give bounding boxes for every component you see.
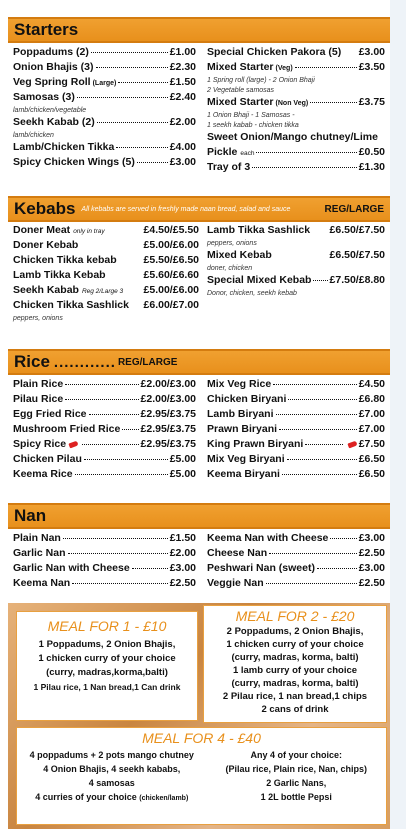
menu-item: Cheese Nan £2.50: [207, 547, 385, 559]
starters-header: [8, 17, 390, 43]
menu-item: Mixed Kebab £6.50/£7.50: [207, 249, 385, 261]
rice-right-column: [207, 378, 385, 483]
menu-item: Plain Rice £2.00/£3.00: [13, 378, 196, 390]
menu-item: Keema Rice £5.00: [13, 468, 196, 480]
item-note: Donor, chicken, seekh kebab: [207, 290, 297, 297]
meal-for-2-title: MEAL FOR 2 - £20: [235, 608, 355, 624]
item-note: 1 Spring roll (large) - 2 Onion Bhaji: [207, 77, 315, 84]
kebabs-header: [8, 196, 390, 222]
menu-item: Samosas (3) £2.40: [13, 91, 196, 103]
meal-for-1-title: MEAL FOR 1 - £10: [47, 618, 167, 634]
kebabs-reg-large: REG/LARGE: [324, 203, 384, 215]
menu-item: Special Mixed Kebab £7.50/£8.80: [207, 274, 385, 286]
menu-item-line: Sweet Onion/Mango chutney/Lime: [207, 131, 378, 143]
menu-item: Garlic Nan with Cheese £3.00: [13, 562, 196, 574]
chili-icon: [347, 441, 357, 449]
menu-item: Mushroom Fried Rice £2.95/£3.75: [13, 423, 196, 435]
menu-item: Seekh Kabab (2) £2.00: [13, 116, 196, 128]
menu-item: Mixed Starter (Non Veg) £3.75: [207, 96, 385, 108]
rice-left-column: [13, 378, 196, 483]
menu-item: Prawn Biryani £7.00: [207, 423, 385, 435]
kebabs-title: Kebabs: [14, 199, 76, 218]
page-edge: [390, 0, 406, 829]
menu-item: Garlic Nan £2.00: [13, 547, 196, 559]
rice-title: Rice: [14, 352, 50, 371]
kebabs-left-column: [13, 224, 199, 324]
nan-left-column: [13, 532, 196, 592]
rice-header: Rice ............ REG/LARGE: [8, 349, 390, 375]
meal-for-4-right: Any 4 of your choice: (Pilau rice, Plain rice, Nan, chips) 2 Garlic Nans, 1 2L bottle Pepsi: [225, 750, 368, 802]
menu-item: Veg Spring Roll (Large) £1.50: [13, 76, 196, 88]
menu-item: Mix Veg Biryani £6.50: [207, 453, 385, 465]
menu-item: Mix Veg Rice £4.50: [207, 378, 385, 390]
menu-item: Chicken Biryani £6.80: [207, 393, 385, 405]
menu-item: Lamb Biryani £7.00: [207, 408, 385, 420]
menu-item: Keema Biryani £6.50: [207, 468, 385, 480]
menu-item: Lamb Tikka Sashlick £6.50/£7.50: [207, 224, 385, 236]
chili-icon: [69, 441, 79, 449]
item-note: lamb/chicken/vegetable: [13, 107, 87, 114]
menu-item: Tray of 3 £1.30: [207, 161, 385, 173]
meal-for-4-box: [16, 727, 387, 825]
menu-item: Chicken Tikka kebab £5.50/£6.50: [13, 254, 199, 266]
item-note: 1 Onion Bhaji - 1 Samosas -: [207, 112, 295, 119]
item-note: 2 Vegetable samosas: [207, 87, 275, 94]
menu-item: Chicken Tikka Sashlick £6.00/£7.00: [13, 299, 199, 311]
menu-item: Lamb/Chicken Tikka £4.00: [13, 141, 196, 153]
item-note: lamb/chicken: [13, 132, 54, 139]
meal-deals-section: [8, 603, 390, 829]
item-note: 1 seekh kabab - chicken tikka: [207, 122, 299, 129]
menu-item: Veggie Nan £2.50: [207, 577, 385, 589]
meal-for-4-left: 4 poppadums + 2 pots mango chutney 4 Onion Bhajis, 4 seekh kababs, 4 samosas 4 curries of your choice (chicken/lamb): [29, 750, 194, 802]
rice-reg-large: REG/LARGE: [117, 356, 178, 368]
menu-item: Doner Meat only in tray £4.50/£5.50: [13, 224, 199, 236]
menu-page: [8, 0, 390, 829]
starters-title: Starters: [14, 20, 79, 39]
starters-right-column: [207, 46, 385, 176]
nan-title: Nan: [14, 506, 47, 525]
kebabs-subtitle: All kebabs are served in freshly made naan bread, salad and sauce: [81, 205, 291, 213]
meal-for-2-box: MEAL FOR 2 - £20 2 Poppadums, 2 Onion Bhajis, 1 chicken curry of your choice (curry, madras, korma, balti) 1 lamb curry of your choice (curry, madras, korma, balti) 2 Pilau rice, 1 nan bread,1 chips 2 cans of drink: [203, 605, 387, 723]
meal-for-4-title: MEAL FOR 4 - £40: [142, 730, 261, 746]
item-note: peppers, onions: [207, 240, 257, 247]
menu-item: Special Chicken Pakora (5) £3.00: [207, 46, 385, 58]
menu-item: Spicy Rice £2.95/£3.75: [13, 438, 196, 450]
menu-item: Keema Nan £2.50: [13, 577, 196, 589]
menu-item: Egg Fried Rice £2.95/£3.75: [13, 408, 196, 420]
menu-item: Chicken Pilau £5.00: [13, 453, 196, 465]
menu-item: Peshwari Nan (sweet) £3.00: [207, 562, 385, 574]
menu-item: Poppadums (2) £1.00: [13, 46, 196, 58]
menu-item: Onion Bhajis (3) £2.30: [13, 61, 196, 73]
menu-item: Spicy Chicken Wings (5) £3.00: [13, 156, 196, 168]
kebabs-right-column: [207, 224, 385, 299]
menu-item: Pickle each £0.50: [207, 146, 385, 158]
menu-item: Lamb Tikka Kebab £5.60/£6.60: [13, 269, 199, 281]
nan-right-column: [207, 532, 385, 592]
menu-item: King Prawn Biryani £7.50: [207, 438, 385, 450]
menu-item: Mixed Starter (Veg) £3.50: [207, 61, 385, 73]
menu-item: Seekh Kabab Reg 2/Large 3 £5.00/£6.00: [13, 284, 199, 296]
starters-left-column: [13, 46, 196, 171]
menu-item: Pilau Rice £2.00/£3.00: [13, 393, 196, 405]
nan-header: [8, 503, 390, 529]
meal-for-1-box: MEAL FOR 1 - £10 1 Poppadums, 2 Onion Bhajis, 1 chicken curry of your choice (curry, madras,korma,balti) 1 Pilau rice, 1 Nan bread,1 Can drink: [16, 611, 198, 721]
item-note: peppers, onions: [13, 315, 63, 322]
menu-item: Plain Nan £1.50: [13, 532, 196, 544]
menu-item: Doner Kebab £5.00/£6.00: [13, 239, 199, 251]
menu-item: Keema Nan with Cheese £3.00: [207, 532, 385, 544]
item-note: doner, chicken: [207, 265, 253, 272]
